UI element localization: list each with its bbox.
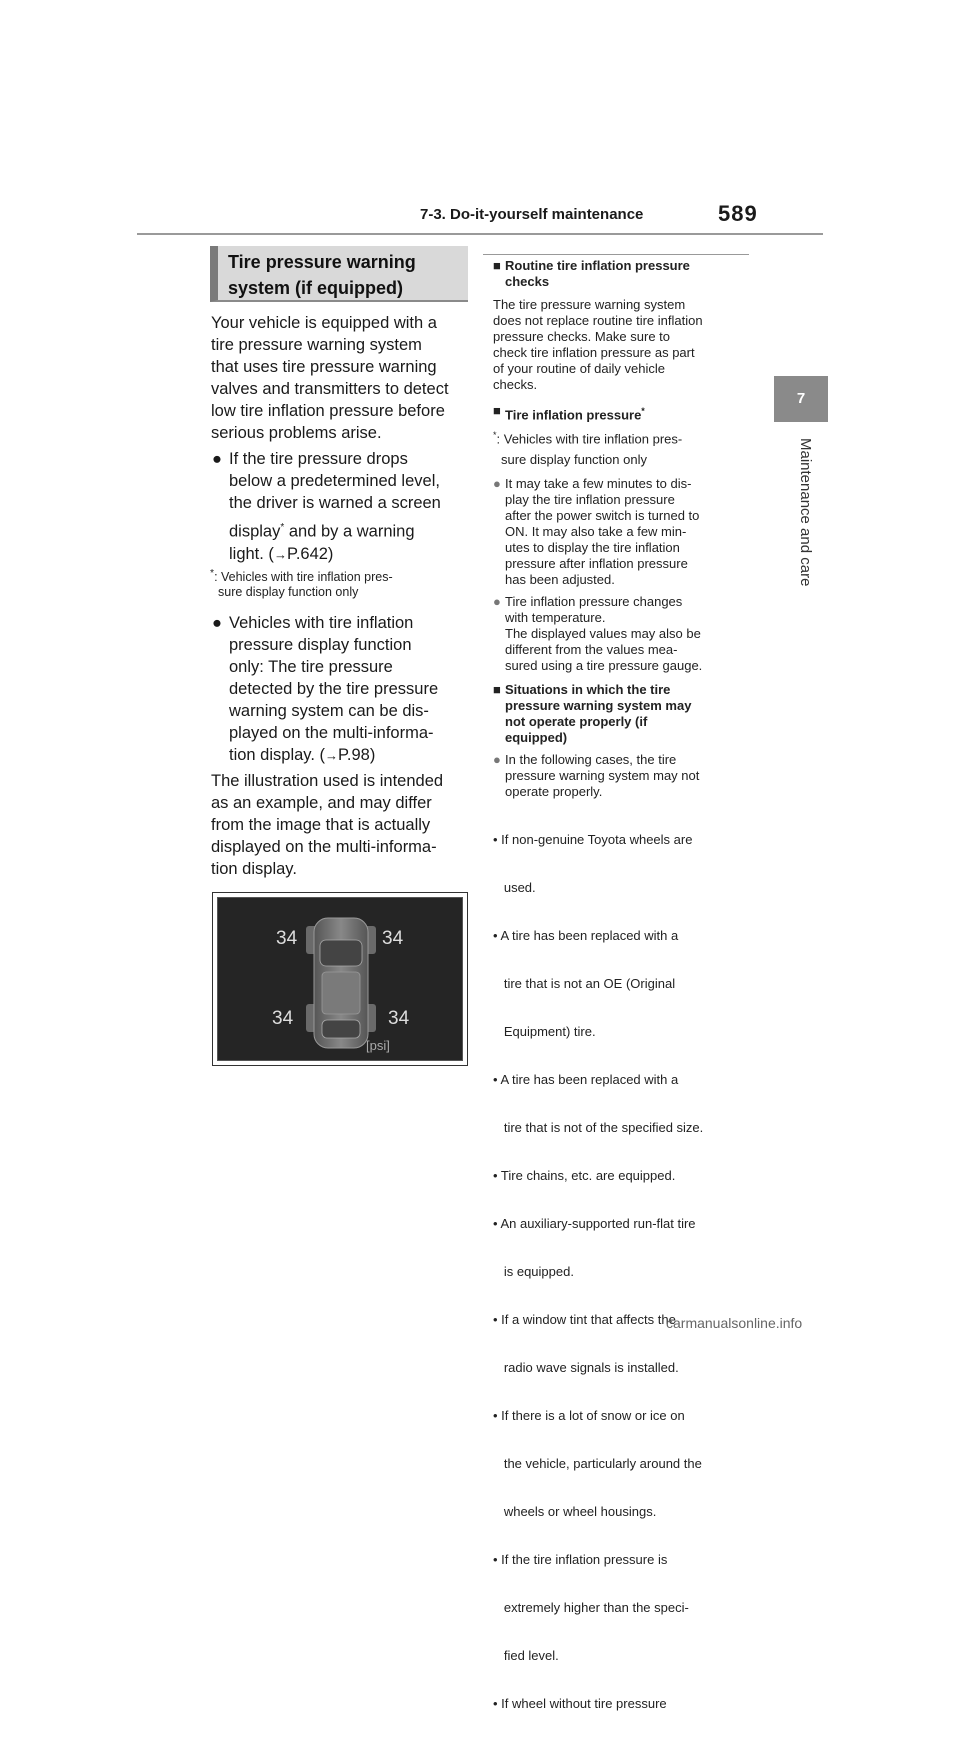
circle-bullet-icon: ● <box>493 751 501 767</box>
section-title: 7-3. Do-it-yourself maintenance <box>420 206 644 223</box>
note-line: The illustration used is intended <box>211 772 444 790</box>
intro-line: Your vehicle is equipped with a <box>211 314 437 332</box>
list-item: used. <box>493 879 536 895</box>
item-line: different from the values mea- <box>505 641 678 657</box>
list-item: • A tire has been replaced with a <box>493 927 679 943</box>
bullet-icon: ● <box>212 614 222 632</box>
tire-pressure-front-left: 34 <box>276 928 298 949</box>
tire-pressure-display-illustration <box>212 892 468 1066</box>
item-line: utes to display the tire inflation <box>505 539 680 555</box>
section-heading-line2: system (if equipped) <box>228 278 404 298</box>
footnote <box>493 427 753 467</box>
list-item: fied level. <box>493 1647 559 1663</box>
bullet-line: display <box>229 522 281 541</box>
list-item: • If a window tint that affects the <box>493 1311 676 1327</box>
chapter-tab-label <box>765 438 839 998</box>
column-top-rule <box>483 254 749 255</box>
footnote-line: : Vehicles with tire inflation pres- <box>214 570 393 585</box>
note-line: displayed on the multi-informa- <box>211 838 437 856</box>
item-line: ON. It may also take a few min- <box>505 523 687 539</box>
item-line: The displayed values may also be <box>505 625 701 641</box>
bullet-line: tion display. ( <box>229 746 325 764</box>
list-item: the vehicle, particularly around the <box>493 1455 702 1471</box>
item-line: operate properly. <box>505 783 603 799</box>
intro-paragraph <box>211 312 471 444</box>
header-rule <box>137 233 823 235</box>
note-line: tion display. <box>211 860 297 878</box>
situations-list <box>493 800 753 1744</box>
section-heading-box <box>210 246 468 302</box>
bullet-line: and by a warning <box>284 522 415 541</box>
bullet-line: the driver is warned a screen <box>229 494 441 512</box>
subheading-line: equipped) <box>505 729 568 745</box>
bullet-line: detected by the tire pressure <box>229 680 439 698</box>
item-line: play the tire inflation pressure <box>505 491 675 507</box>
intro-line: valves and transmitters to detect <box>211 380 449 398</box>
list-item: radio wave signals is installed. <box>493 1359 679 1375</box>
paragraph-line: check tire inflation pressure as part <box>493 345 695 360</box>
subheading-line: Tire inflation pressure <box>505 407 642 423</box>
paragraph-line: pressure checks. Make sure to <box>493 329 671 344</box>
bullet-line: If the tire pressure drops <box>229 450 408 468</box>
page-reference-link[interactable]: P.642) <box>286 544 334 563</box>
subheading-line: pressure warning system may <box>505 697 692 713</box>
item-line: It may take a few minutes to dis- <box>505 475 692 491</box>
circle-bullet-item <box>493 476 753 588</box>
footnote-marker: * <box>493 430 497 441</box>
list-item: Equipment) tire. <box>493 1023 596 1039</box>
page-reference-link[interactable]: P.98) <box>338 746 376 764</box>
chapter-tab-label-text: Maintenance and care <box>797 438 814 587</box>
circle-bullet-icon: ● <box>493 475 501 491</box>
paragraph <box>493 297 753 393</box>
arrow-icon: → <box>325 748 338 763</box>
square-bullet-icon: ■ <box>493 258 501 273</box>
paragraph-line: does not replace routine tire inflation <box>493 313 703 328</box>
footnote-line: : Vehicles with tire inflation pres- <box>496 431 683 447</box>
arrow-icon: → <box>273 546 287 562</box>
bullet-line: only: The tire pressure <box>229 658 393 676</box>
footnote <box>210 566 472 600</box>
bullet-line: below a predetermined level, <box>229 472 440 490</box>
footnote-marker: * <box>280 522 285 533</box>
right-column <box>493 258 753 1744</box>
list-item: • A tire has been replaced with a <box>493 1071 679 1087</box>
circle-bullet-item <box>493 594 753 674</box>
square-bullet-icon: ■ <box>493 403 501 418</box>
footnote-marker: * <box>210 568 215 579</box>
intro-line: that uses tire pressure warning <box>211 358 437 376</box>
list-item: • If wheel without tire pressure <box>493 1695 667 1711</box>
list-item: wheels or wheel housings. <box>493 1503 657 1519</box>
list-item: is equipped. <box>493 1263 574 1279</box>
bullet-line: light. ( <box>229 544 274 563</box>
list-item: • If there is a lot of snow or ice on <box>493 1407 685 1423</box>
list-item: • If non-genuine Toyota wheels are <box>493 831 693 847</box>
subheading-situations <box>493 682 753 746</box>
section-heading-line1: Tire pressure warning <box>228 252 416 272</box>
list-item: • An auxiliary-supported run-flat tire <box>493 1215 696 1231</box>
intro-line: serious problems arise. <box>211 424 382 442</box>
bullet-icon: ● <box>212 450 222 468</box>
item-line: with temperature. <box>505 609 606 625</box>
subheading-line: checks <box>505 274 550 289</box>
tire-pressure-rear-right: 34 <box>388 1008 410 1029</box>
item-line: after the power switch is turned to <box>505 507 700 523</box>
footnote-marker: * <box>641 406 645 416</box>
bullet-line: pressure display function <box>229 636 412 654</box>
item-line: pressure after inflation pressure <box>505 555 688 571</box>
item-line: sured using a tire pressure gauge. <box>505 657 703 673</box>
list-item: extremely higher than the speci- <box>493 1599 689 1615</box>
square-bullet-icon: ■ <box>493 681 501 697</box>
chapter-tab-number: 7 <box>774 376 828 422</box>
note-line: from the image that is actually <box>211 816 431 834</box>
item-line: In the following cases, the tire <box>505 751 677 767</box>
circle-bullet-icon: ● <box>493 593 501 609</box>
footnote-line: sure display function only <box>218 585 359 600</box>
list-item: • Tire chains, etc. are equipped. <box>493 1167 676 1183</box>
site-watermark: carmanualsonline.info <box>666 1315 803 1331</box>
bullet-line: Vehicles with tire inflation <box>229 614 414 632</box>
item-line: has been adjusted. <box>505 571 615 587</box>
circle-bullet-item <box>493 752 753 800</box>
bullet-item <box>212 612 472 767</box>
list-item: tire that is not of the specified size. <box>493 1119 704 1135</box>
note-line: as an example, and may differ <box>211 794 432 812</box>
subheading-tire-inflation-pressure <box>493 403 753 423</box>
intro-line: low tire inflation pressure before <box>211 402 445 420</box>
tire-pressure-front-right: 34 <box>382 928 404 949</box>
footnote-line: sure display function only <box>501 451 647 467</box>
intro-line: tire pressure warning system <box>211 336 422 354</box>
paragraph-line: checks. <box>493 377 538 392</box>
bullet-item <box>212 448 472 566</box>
subheading-line: Situations in which the tire <box>505 681 671 697</box>
list-item: • If the tire inflation pressure is <box>493 1551 668 1567</box>
tire-pressure-rear-left: 34 <box>272 1008 294 1029</box>
paragraph-line: of your routine of daily vehicle <box>493 361 665 376</box>
vehicle-top-view-icon <box>218 898 464 1062</box>
list-item: tire that is not an OE (Original <box>493 975 676 991</box>
pressure-unit-label: [psi] <box>366 1038 390 1053</box>
subheading-line: not operate properly (if <box>505 713 648 729</box>
page-number: 589 <box>718 201 758 226</box>
display-screen <box>217 897 463 1061</box>
paragraph-line: The tire pressure warning system <box>493 297 686 312</box>
bullet-line: played on the multi-informa- <box>229 724 434 742</box>
item-line: pressure warning system may not <box>505 767 700 783</box>
subheading-line: Routine tire inflation pressure <box>505 258 690 273</box>
item-line: Tire inflation pressure changes <box>505 593 683 609</box>
subheading-routine-checks <box>493 258 753 290</box>
illustration-note <box>211 770 473 880</box>
bullet-line: warning system can be dis- <box>229 702 429 720</box>
